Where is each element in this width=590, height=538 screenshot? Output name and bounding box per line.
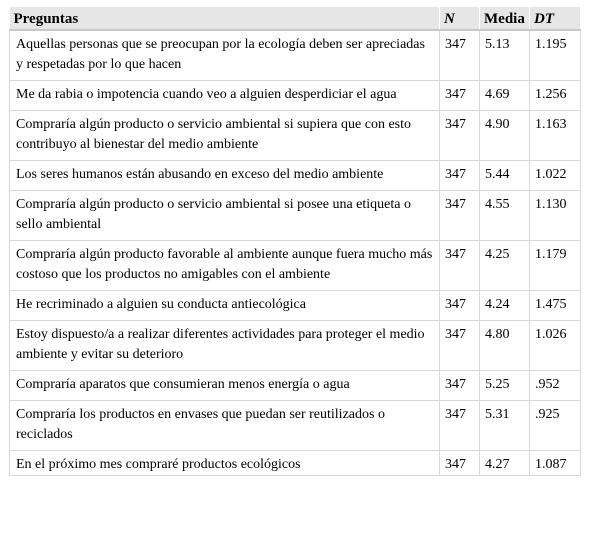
sd-cell: 1.256 [530,81,581,111]
question-cell: Compraría los productos en envases que puedan ser reutilizados o reciclados [10,401,440,451]
table-header [10,7,581,30]
question-cell: Compraría algún producto o servicio ambiental si supiera que con esto contribuyo al bienestar del medio ambiente [10,111,440,161]
table-row [10,321,581,371]
table-row [10,401,581,451]
n-cell: 347 [440,451,480,476]
mean-cell: 4.80 [480,321,530,371]
mean-cell: 5.25 [480,371,530,401]
n-cell: 347 [440,241,480,291]
n-cell: 347 [440,401,480,451]
question-cell: Me da rabia o impotencia cuando veo a alguien desperdiciar el agua [10,81,440,111]
table-row [10,451,581,476]
header-question: Preguntas [10,7,440,30]
sd-cell: 1.026 [530,321,581,371]
sd-cell: 1.022 [530,161,581,191]
sd-cell: .952 [530,371,581,401]
n-cell: 347 [440,161,480,191]
n-cell: 347 [440,321,480,371]
question-cell: Compraría aparatos que consumieran menos energía o agua [10,371,440,401]
n-cell: 347 [440,291,480,321]
n-cell: 347 [440,30,480,81]
header-row [10,7,581,30]
mean-cell: 4.24 [480,291,530,321]
sd-cell: 1.475 [530,291,581,321]
table-row [10,30,581,81]
n-cell: 347 [440,81,480,111]
n-cell: 347 [440,191,480,241]
sd-cell: .925 [530,401,581,451]
table-row [10,291,581,321]
mean-cell: 5.44 [480,161,530,191]
question-cell: Compraría algún producto favorable al ambiente aunque fuera mucho más costoso que los productos no amigables con el ambiente [10,241,440,291]
table-row [10,161,581,191]
table-row [10,371,581,401]
header-sd: DT [530,7,581,30]
n-cell: 347 [440,371,480,401]
mean-cell: 5.13 [480,30,530,81]
results-table [9,7,581,476]
question-cell: Aquellas personas que se preocupan por la ecología deben ser apreciadas y respetadas por lo que hacen [10,30,440,81]
question-cell: En el próximo mes compraré productos ecológicos [10,451,440,476]
table-row [10,241,581,291]
mean-cell: 4.69 [480,81,530,111]
table-body [10,30,581,476]
sd-cell: 1.195 [530,30,581,81]
sd-cell: 1.179 [530,241,581,291]
mean-cell: 4.55 [480,191,530,241]
header-n: N [440,7,480,30]
table-row [10,191,581,241]
table-row [10,81,581,111]
mean-cell: 4.27 [480,451,530,476]
mean-cell: 4.25 [480,241,530,291]
mean-cell: 4.90 [480,111,530,161]
header-mean: Media [480,7,530,30]
question-cell: Los seres humanos están abusando en exceso del medio ambiente [10,161,440,191]
sd-cell: 1.163 [530,111,581,161]
n-cell: 347 [440,111,480,161]
sd-cell: 1.087 [530,451,581,476]
question-cell: Compraría algún producto o servicio ambiental si posee una etiqueta o sello ambiental [10,191,440,241]
sd-cell: 1.130 [530,191,581,241]
table-row [10,111,581,161]
question-cell: Estoy dispuesto/a a realizar diferentes actividades para proteger el medio ambiente y evitar su deterioro [10,321,440,371]
question-cell: He recriminado a alguien su conducta antiecológica [10,291,440,321]
mean-cell: 5.31 [480,401,530,451]
